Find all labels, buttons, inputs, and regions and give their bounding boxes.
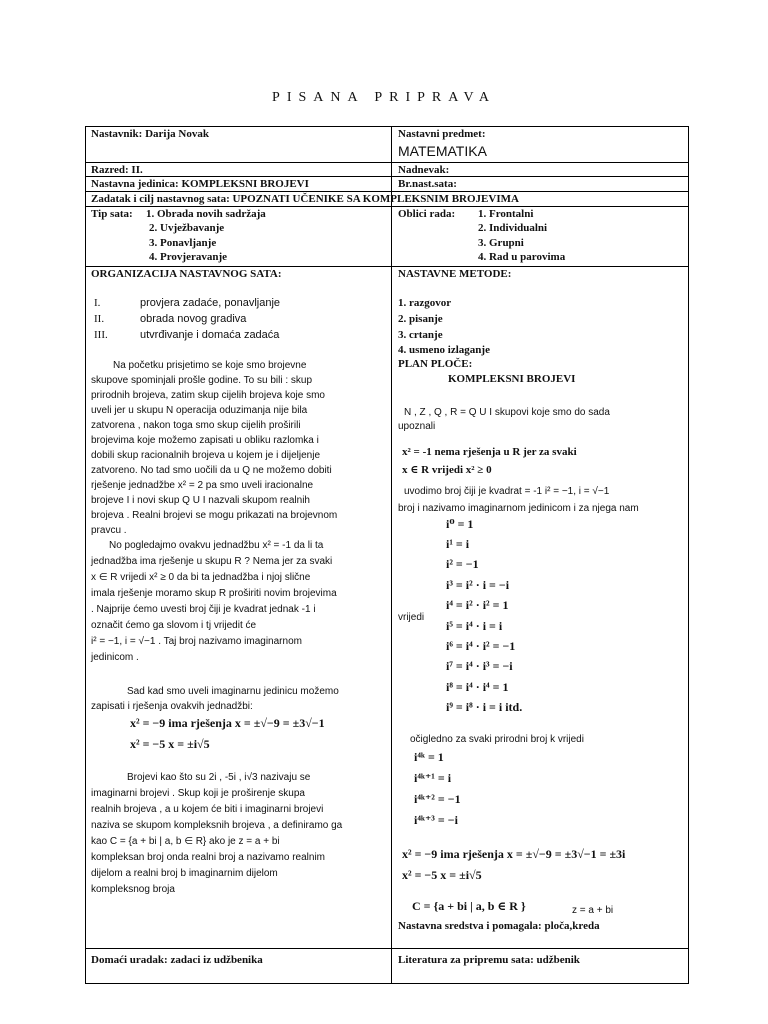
power-line: i¹ = i bbox=[446, 537, 470, 551]
lesson-number-label: Br.nast.sata: bbox=[398, 178, 457, 190]
date-label: Nadnevak: bbox=[398, 164, 450, 176]
teaching-aids: Nastavna sredstva i pomagala: ploča,kreda bbox=[398, 920, 600, 932]
paragraph-complex: Brojevi kao što su 2i , -5i , i√3 nazivaju se imaginarni brojevi . Skup koji je proširenje skupa realnih brojeva , a u kojem će biti i imaginarni brojevi naziva se skupom kompleksnih brojeva , a definiramo ga kao C = {a + bi | a, b ∈ R} ako je z = a + bi kompleksan broj onda realni broj a nazivamo realnim dijelom a realni broj b imaginarnim dijelom kompleksnog broja bbox=[91, 772, 343, 895]
work-form-item: 3. Grupni bbox=[478, 237, 524, 249]
board-equation-c: x² = −9 ima rješenja x = ±√−9 = ±3√−1 = ±3i bbox=[402, 847, 626, 861]
board-equation-e: C = {a + bi | a, b ∈ R } bbox=[412, 899, 526, 913]
sets-line: N , Z , Q , R = Q U I skupovi koje smo do sada bbox=[404, 407, 610, 418]
organization-item-text: utvrđivanje i domaća zadaća bbox=[140, 329, 280, 341]
power-line: i⁶ = i⁴ · i² = −1 bbox=[446, 639, 516, 653]
board-plan-subheading: KOMPLEKSNI BROJEVI bbox=[448, 373, 576, 385]
unit-label: Nastavna jedinica: KOMPLEKSNI BROJEVI bbox=[91, 178, 309, 190]
equation-1: x² = −9 ima rješenja x = ±√−9 = ±3√−1 bbox=[130, 716, 325, 730]
board-equation-b: x ∈ R vrijedi x² ≥ 0 bbox=[402, 464, 492, 476]
power-line: i² = −1 bbox=[446, 557, 479, 571]
sets-line-2: upoznali bbox=[398, 421, 436, 432]
power-line: i⁷ = i⁴ · i³ = −i bbox=[446, 659, 513, 673]
power-line: i⁹ = i⁸ · i = i itd. bbox=[446, 700, 523, 714]
imaginary-unit-line: uvodimo broj čiji je kvadrat = -1 i² = −1, i = √−1 bbox=[404, 486, 610, 497]
subject-value: MATEMATIKA bbox=[398, 143, 487, 159]
methods-heading: NASTAVNE METODE: bbox=[398, 268, 512, 280]
organization-item-text: obrada novog gradiva bbox=[140, 313, 247, 325]
k-power-line: i⁴ᵏ⁺² = −1 bbox=[414, 792, 461, 806]
organization-item-text: provjera zadaće, ponavljanje bbox=[140, 297, 281, 309]
method-item: 2. pisanje bbox=[398, 313, 443, 325]
board-equation-a: x² = -1 nema rješenja u R jer za svaki bbox=[402, 446, 577, 458]
lesson-type-label: Tip sata: bbox=[91, 208, 133, 220]
work-form-item: 2. Individualni bbox=[478, 222, 548, 234]
grade-label: Razred: II. bbox=[91, 164, 143, 176]
organization-item-num: II. bbox=[94, 313, 105, 325]
equation-2: x² = −5 x = ±i√5 bbox=[130, 737, 210, 751]
row-divider bbox=[85, 948, 689, 949]
lesson-type-item: 3. Ponavljanje bbox=[149, 237, 217, 249]
board-equation-e2: z = a + bi bbox=[572, 905, 614, 916]
board-plan-heading: PLAN PLOČE: bbox=[398, 358, 473, 370]
row-divider bbox=[85, 176, 689, 177]
method-item: 4. usmeno izlaganje bbox=[398, 344, 490, 356]
lesson-type-item: 1. Obrada novih sadržaja bbox=[146, 208, 266, 220]
k-power-line: i⁴ᵏ⁺³ = −i bbox=[414, 813, 458, 827]
column-divider bbox=[391, 126, 392, 984]
work-form-item: 4. Rad u parovima bbox=[478, 251, 566, 263]
homework-label: Domaći uradak: zadaci iz udžbenika bbox=[91, 954, 263, 966]
organization-item-num: I. bbox=[94, 297, 101, 309]
method-item: 1. razgovor bbox=[398, 297, 452, 309]
imaginary-unit-line-2: broj i nazivamo imaginarnom jedinicom i za njega nam bbox=[398, 503, 639, 514]
paragraph-intro: Na početku prisjetimo se koje smo brojevne skupove spominjali prošle godine. To su bili : skup prirodnih brojeva, zatim skup cijelih brojeva koje smo uveli jer u skupu N operacija oduzimanja nije bila zatvorena , nakon toga smo skup cijelih proširili brojevima koje možemo zapisati u obliku razlomka i dobili skup racionalnih brojeva u kojem je i dijeljenje zatvoreno. No tad smo uočili da u Q ne možemo dobiti rješenje jednadžbe x² = 2 pa smo uveli iracionalne brojeve I i novi skup Q U I nazvali skupom realnih brojeva . Realni brojevi se mogu prikazati na brojevnom pravcu . bbox=[91, 360, 338, 536]
row-divider bbox=[85, 266, 689, 267]
method-item: 3. crtanje bbox=[398, 329, 443, 341]
paragraph-solutions: Sad kad smo uveli imaginarnu jedinicu možemo zapisati i rješenja ovakvih jednadžbi: bbox=[91, 686, 339, 712]
power-line: i⁸ = i⁴ · i⁴ = 1 bbox=[446, 680, 509, 694]
goal-label: Zadatak i cilj nastavnog sata: UPOZNATI UČENIKE SA KOMPLEKSNIM BROJEVIMA bbox=[91, 193, 519, 205]
k-power-line: i⁴ᵏ = 1 bbox=[414, 750, 444, 764]
paragraph-equation: No pogledajmo ovakvu jednadžbu x² = -1 da li ta jednadžba ima rješenje u skupu R ? Nema jer za svaki x ∈ R vrijedi x² ≥ 0 da bi ta jednadžba i njoj slične imala rješenje moramo skup R proširiti novim brojevima . Najprije ćemo uvesti broj čiji je kvadrat jednak -1 i označit ćemo ga slovom i tj vrijedit će i² = −1, i = √−1 . Taj broj nazivamo imaginarnom jedinicom . bbox=[91, 540, 337, 663]
power-line: i⁰ = 1 bbox=[446, 517, 474, 531]
power-line: i⁵ = i⁴ · i = i bbox=[446, 619, 503, 633]
k-power-line: i⁴ᵏ⁺¹ = i bbox=[414, 771, 452, 785]
row-divider bbox=[85, 191, 689, 192]
subject-label: Nastavni predmet: bbox=[398, 128, 486, 140]
row-divider bbox=[85, 206, 689, 207]
organization-item-num: III. bbox=[94, 329, 108, 341]
power-line: i³ = i² · i = −i bbox=[446, 578, 510, 592]
page-title: PISANA PRIPRAVA bbox=[272, 90, 496, 105]
lesson-type-item: 4. Provjeravanje bbox=[149, 251, 227, 263]
board-equation-d: x² = −5 x = ±i√5 bbox=[402, 868, 482, 882]
row-divider bbox=[85, 162, 689, 163]
work-form-label: Oblici rada: bbox=[398, 208, 456, 220]
teacher-label: Nastavnik: Darija Novak bbox=[91, 128, 209, 140]
organization-heading: ORGANIZACIJA NASTAVNOG SATA: bbox=[91, 268, 282, 280]
work-form-item: 1. Frontalni bbox=[478, 208, 534, 220]
vrijedi-label: vrijedi bbox=[398, 612, 425, 623]
lesson-type-item: 2. Uvježbavanje bbox=[149, 222, 225, 234]
k-powers-intro: očigledno za svaki prirodni broj k vrijedi bbox=[410, 734, 584, 745]
literature-label: Literatura za pripremu sata: udžbenik bbox=[398, 954, 580, 966]
power-line: i⁴ = i² · i² = 1 bbox=[446, 598, 509, 612]
